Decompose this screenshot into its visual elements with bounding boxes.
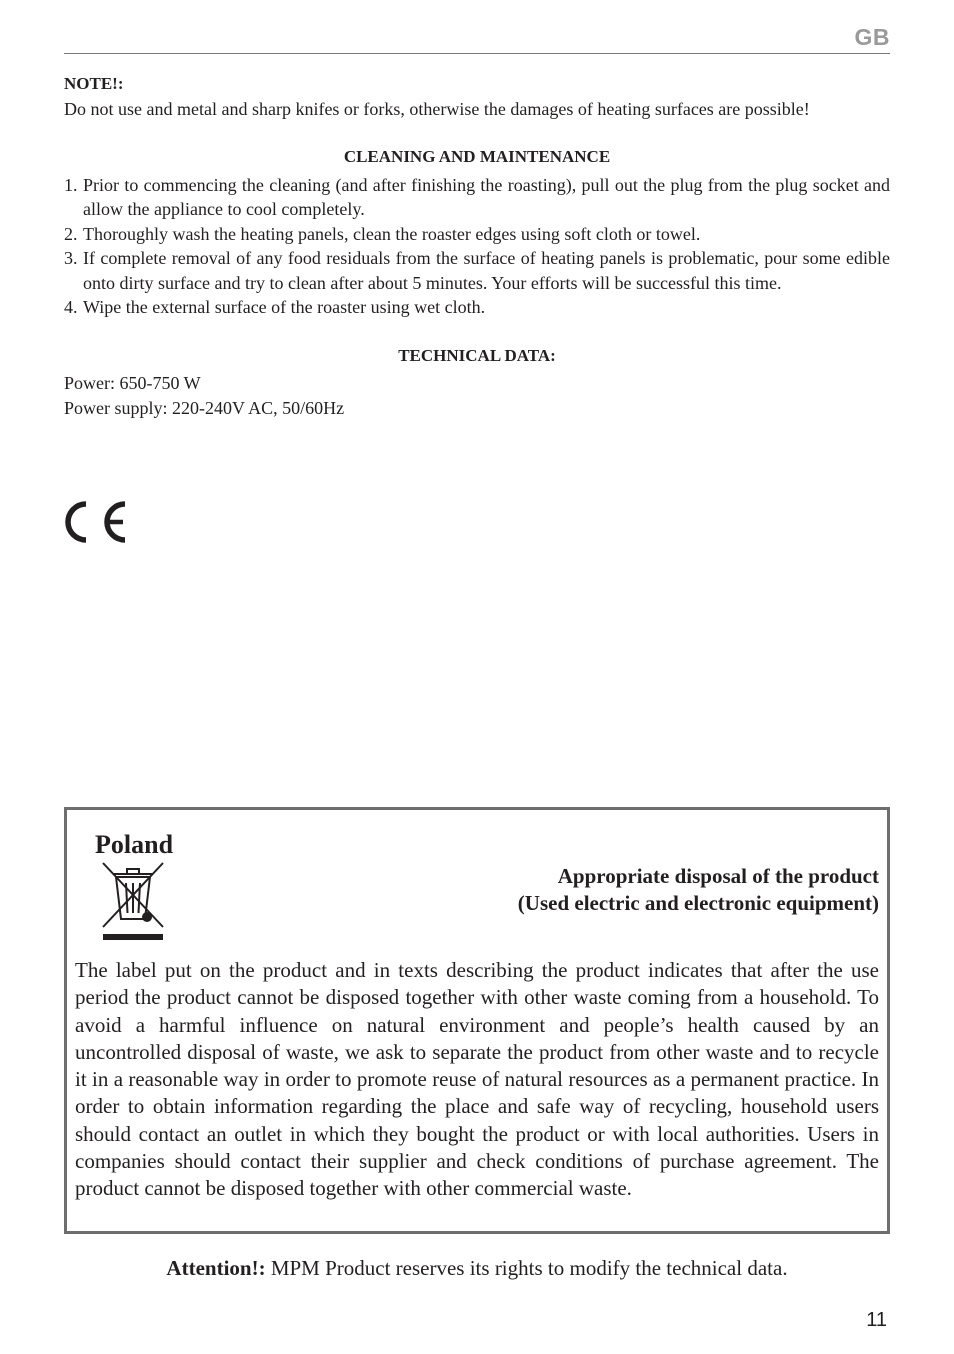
list-item [64, 173, 890, 222]
step-text: If complete removal of any food residuals from the surface of heating panels is problematic, pour some edible onto dirty surface and try to clean after about 5 minutes. Your efforts will be successful this time. [83, 248, 890, 293]
cleaning-steps [64, 173, 890, 320]
power-supply-spec: Power supply: 220-240V AC, 50/60Hz [64, 398, 345, 418]
disposal-heading [518, 863, 879, 917]
power-spec: Power: 650-750 W [64, 373, 201, 393]
technical-heading: TECHNICAL DATA: [398, 345, 556, 365]
page-number: 11 [866, 1309, 887, 1331]
disposal-text: The label put on the product and in texts describing the product indicates that after the use period the product cannot be disposed together with other waste coming from a household. To avoid a harmful influence on natural environment and people’s health caused by an uncontrolled disposal of waste, we ask to separate the product from other waste and to recycle it in a reasonable way in order to promote reuse of natural resources as a permanent practice. In order to obtain information regarding the place and safe way of recycling, household users should contact an outlet in which they bought the product or with local authorities. Users in companies should contact their supplier and check conditions of purchase agreement. The product cannot be disposed together with other commercial waste. [75, 958, 879, 1201]
attention-label: Attention!: [166, 1256, 266, 1280]
header-divider [64, 53, 890, 54]
list-item [64, 246, 890, 295]
disposal-info-box [64, 807, 890, 1234]
step-text: Prior to commencing the cleaning (and after finishing the roasting), pull out the plug from the plug socket and allow the appliance to cool completely. [83, 174, 890, 219]
step-number: 1. [64, 174, 78, 195]
step-text: Wipe the external surface of the roaster using wet cloth. [83, 297, 486, 317]
manual-content [64, 72, 890, 421]
cleaning-heading: CLEANING AND MAINTENANCE [343, 147, 611, 166]
note-title: NOTE!: [64, 74, 124, 93]
crossed-out-bin-icon [101, 861, 165, 941]
country-label: Poland [95, 830, 174, 859]
disposal-heading-line: (Used electric and electronic equipment) [517, 891, 879, 915]
attention-text: MPM Product reserves its rights to modify the technical data. [265, 1256, 788, 1280]
step-number: 3. [64, 248, 78, 268]
list-item [64, 222, 890, 247]
disposal-heading-line: Appropriate disposal of the product [557, 864, 879, 888]
step-number: 2. [64, 223, 78, 244]
attention-notice [0, 1256, 954, 1281]
language-code: GB [854, 24, 890, 50]
note-text: Do not use and metal and sharp knifes or forks, otherwise the damages of heating surfaces are possible! [64, 98, 810, 119]
list-item [64, 295, 890, 320]
step-text: Thoroughly wash the heating panels, clean the roaster edges using soft cloth or towel. [83, 223, 701, 244]
step-number: 4. [64, 297, 78, 317]
ce-mark-icon [64, 500, 130, 544]
